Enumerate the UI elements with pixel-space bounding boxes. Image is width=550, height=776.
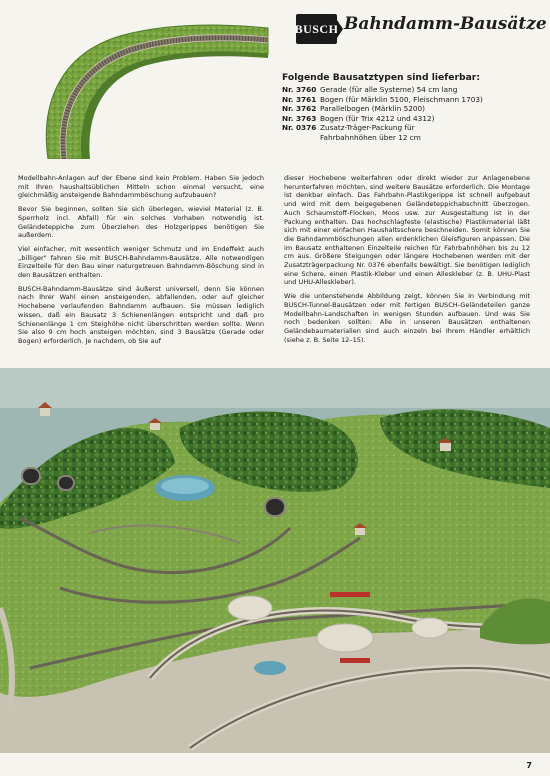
type-row — [282, 85, 532, 95]
type-number: Nr. 3760 — [282, 85, 317, 94]
paragraph: Wie die untenstehende Abbildung zeigt, können Sie in Verbindung mit BUSCH-Tunnel-Bausätzen oder mit fertigen BUSCH-Geländeteilen ganze Modellbahn-Landschaften in wenigen Stunden aufbauen. Und was Sie noch bedenken sollten: Alle in unseren Bausätzen enthaltenen Geländebaumaterialien sind auch einzeln bei Ihrem Händler erhältlich (siehe z. B. Seite 12–15). — [284, 292, 530, 344]
type-number: Nr. 0376 — [282, 123, 317, 133]
paragraph: Modellbahn-Anlagen auf der Ebene sind kein Problem. Haben Sie jedoch mit Ihren haushaltsüblichen Mitteln schon einmal versucht, eine gleichmäßig ansteigende Bahndammböschung aufzubauen? — [18, 174, 264, 200]
busch-logo — [296, 14, 337, 44]
logo-text: BUSCH — [294, 21, 339, 36]
right-text-column — [284, 174, 530, 349]
type-number — [282, 133, 320, 143]
type-row — [282, 123, 532, 133]
type-description: Zusatz-Träger-Packung für — [320, 123, 415, 133]
type-row — [282, 95, 532, 105]
type-description: Parallelbogen (Märklin 5200) — [320, 104, 426, 114]
type-row — [282, 104, 532, 114]
type-number: Nr. 3763 — [282, 113, 317, 123]
model-railway-landscape-photo — [0, 368, 550, 753]
type-row — [282, 133, 532, 143]
type-number: Nr. 3761 — [282, 94, 317, 104]
type-number: Nr. 3762 — [282, 104, 317, 114]
type-description: Bogen (für Trix 4212 und 4312) — [320, 113, 435, 123]
left-text-column — [18, 174, 264, 351]
page-title: Bahndamm-Bausätze — [344, 14, 547, 34]
page-number: 7 — [526, 761, 532, 770]
embankment-curve-image — [20, 14, 270, 159]
paragraph: Viel einfacher, mit wesentlich weniger Schmutz und im Endeffekt auch „billiger" fahren Sie mit BUSCH-Bahndamm-Bausätze. Alle notwendigen Einzelteile für den Bau einer naturgetreuen Bahndamm-Böschung sind in den Bausätzen enthalten. — [18, 244, 264, 280]
type-description: Gerade (für alle Systeme) 54 cm lang — [320, 85, 458, 94]
types-list — [282, 72, 532, 143]
type-row — [282, 114, 532, 124]
types-heading: Folgende Bausatztypen sind lieferbar: — [282, 72, 481, 83]
paragraph: BUSCH-Bahndamm-Bausätze sind äußerst universell, denn Sie können nach Ihrer Wahl einen ansteigenden, abfallenden, oder auf gleicher Hochebene verlaufenden Bahndamm aufbauen. Sie müssen lediglich wissen, daß ein Bausatz 3 Schienenlängen entspricht und daß pro Schienenlänge 1 cm Steighöhe nicht überschritten werden sollte. Wenn Sie also 9 cm hoch ansteigen möchten, sind 3 Bausätze (Gerade oder Bogen) erforderlich. Je nachdem, ob Sie auf — [18, 284, 264, 345]
type-description: Fahrbahnhöhen über 12 cm — [320, 132, 421, 142]
paragraph: dieser Hochebene weiterfahren oder direkt wieder zur Anlagenebene herunterfahren möchten, sind weitere Bausätze erforderlich. Die Montage ist denkbar einfach. Das Fahrbahn-Plastikgerippe ist schnell aufgebaut und wird mit dem beigegebenen Geländeteppichabschnitt überzogen. Auch Schaumstoff-Flocken, Moos usw. zur Ausgestaltung ist in der Packung enthalten. Das hochschlagfeste (elastische) Plastikmaterial läßt sich mit einer einfachen Haushaltsschere beschneiden. Somit können Sie die Bahndammböschungen allen erdenklichen Gleisfiguren anpassen. Die im Bausatz enthaltenen Einzelteile reichen für Fahrbahnhöhen bis zu 12 cm aus. Größere Steigungen oder längere Hochebenen werden mit der Zusatzträgerpackung Nr. 0376 ebenfalls bewältigt. Sie benötigen lediglich eine Schere, einen Plastik-Kleber und einen Alleskleber (z. B. UHU-Plast und UHU-Alleskleber). — [284, 174, 530, 287]
paragraph: Bevor Sie beginnen, sollten Sie sich überlegen, wieviel Material (z. B. Sperrholz incl. Abfall) für ein solches Vorhaben notwendig ist. Geländeteppiche zum Überziehen des Holzgerippes benötigen Sie außerdem. — [18, 205, 264, 240]
type-description: Bogen (für Märklin 5100, Fleischmann 1703) — [320, 94, 483, 104]
